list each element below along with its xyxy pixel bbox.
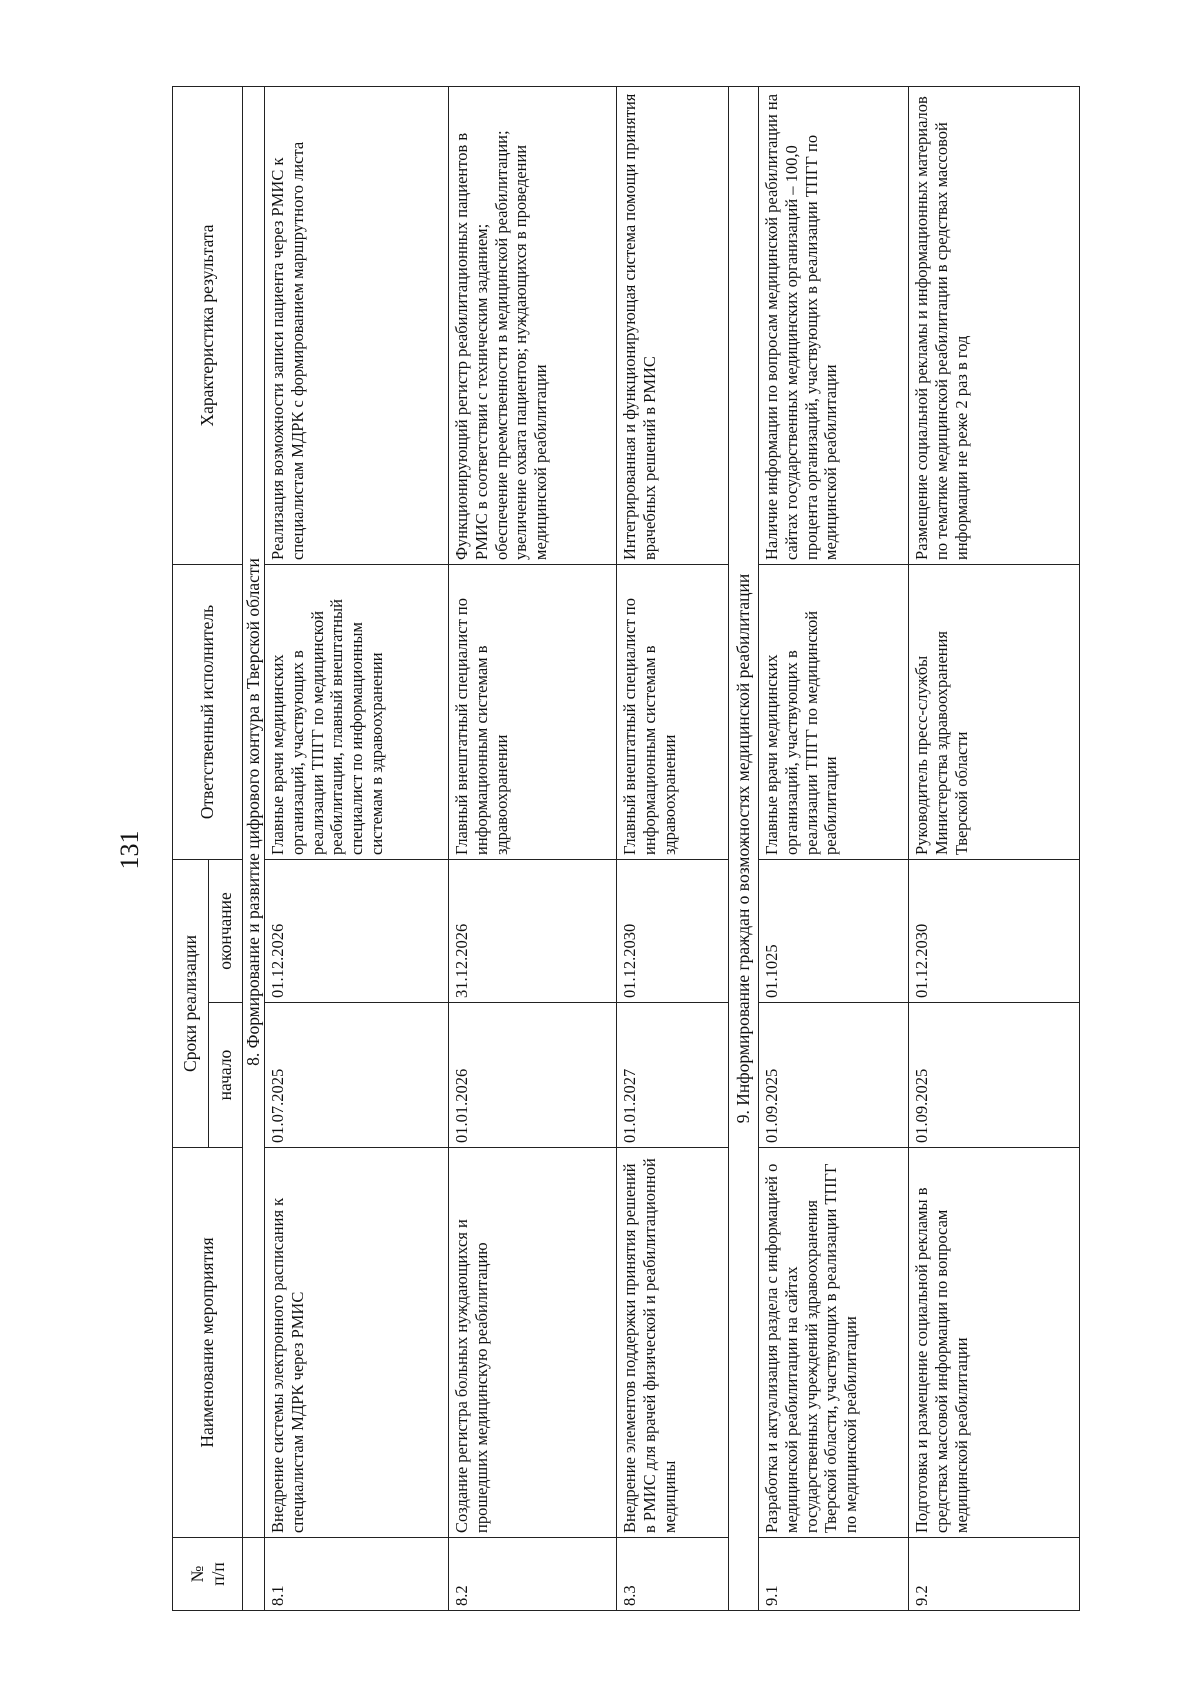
row-end: 01.12.2030 <box>617 859 729 1002</box>
row-name: Создание регистра больных нуждающихся и прошедших медицинскую реабилитацию <box>449 1148 617 1538</box>
header-end: окончание <box>209 859 243 1002</box>
row-end: 01.1025 <box>759 859 909 1002</box>
row-num: 8.1 <box>265 1538 449 1611</box>
header-name: Наименование мероприятия <box>173 1148 243 1538</box>
measures-table <box>172 86 1080 1611</box>
table-row <box>759 86 909 1610</box>
table-row <box>449 86 617 1610</box>
row-start: 01.07.2025 <box>265 1003 449 1148</box>
row-start: 01.01.2026 <box>449 1003 617 1148</box>
row-executor: Главный внештатный специалист по информационным системам в здравоохранении <box>449 564 617 859</box>
header-num: № п/п <box>173 1538 243 1611</box>
row-num: 8.3 <box>617 1538 729 1611</box>
row-name: Подготовка и размещение социальной рекламы в средствах массовой информации по вопросам медицинской реабилитации <box>909 1148 1080 1538</box>
table-row <box>617 86 729 1610</box>
page-number: 131 <box>115 830 144 870</box>
table-row <box>909 86 1080 1610</box>
row-start: 01.01.2027 <box>617 1003 729 1148</box>
header-result: Характеристика результата <box>173 86 243 564</box>
section-row <box>729 86 759 1610</box>
row-num: 9.2 <box>909 1538 1080 1611</box>
row-result: Наличие информации по вопросам медицинской реабилитации на сайтах государственных медицинских организаций – 100,0 процента организаций, участвующих в реализации ТПГГ по медицинской реабилитации <box>759 86 909 564</box>
section-title: 9. Информирование граждан о возможностях медицинской реабилитации <box>729 86 759 1610</box>
row-start: 01.09.2025 <box>759 1003 909 1148</box>
header-start: начало <box>209 1003 243 1148</box>
row-result: Размещение социальной рекламы и информационных материалов по тематике медицинской реабилитации в средствах массовой информации не реже 2 раз в год <box>909 86 1080 564</box>
section-title: 8. Формирование и развитие цифрового контура в Тверской области <box>243 86 265 1537</box>
row-end: 01.12.2026 <box>265 859 449 1002</box>
row-num: 9.1 <box>759 1538 909 1611</box>
header-row-1 <box>173 86 209 1610</box>
rotated-table-wrapper <box>172 87 1076 1611</box>
table-row <box>265 86 449 1610</box>
row-executor: Главный внештатный специалист по информационным системам в здравоохранении <box>617 564 729 859</box>
row-name: Внедрение системы электронного расписания к специалистам МДРК через РМИС <box>265 1148 449 1538</box>
row-end: 01.12.2030 <box>909 859 1080 1002</box>
row-executor: Главные врачи медицинских организаций, участвующих в реализации ТПГГ по медицинской реабилитации <box>759 564 909 859</box>
row-num: 8.2 <box>449 1538 617 1611</box>
header-executor: Ответственный исполнитель <box>173 564 243 859</box>
header-terms: Сроки реализации <box>173 859 209 1147</box>
row-executor: Руководитель пресс-службы Министерства здравоохранения Тверской области <box>909 564 1080 859</box>
row-name: Разработка и актуализация раздела с информацией о медицинской реабилитации на сайтах государственных учреждений здравоохранения Тверской области, участвующих в реализации ТПГГ по медицинской реабилитации <box>759 1148 909 1538</box>
row-result: Реализация возможности записи пациента через РМИС к специалистам МДРК с формированием маршрутного листа <box>265 86 449 564</box>
section-row <box>243 86 265 1610</box>
row-executor: Главные врачи медицинских организаций, участвующих в реализации ТПГГ по медицинской реабилитации, главный внештатный специалист по информационным системам в здравоохранении <box>265 564 449 859</box>
row-start: 01.09.2025 <box>909 1003 1080 1148</box>
row-result: Интегрированная и функционирующая система помощи принятия врачебных решений в РМИС <box>617 86 729 564</box>
row-end: 31.12.2026 <box>449 859 617 1002</box>
row-result: Функционирующий регистр реабилитационных пациентов в РМИС в соответствии с техническим заданием; обеспечение преемственности в медицинской реабилитации; увеличение охвата пациентов; нуждающихся в проведении медицинской реабилитации <box>449 86 617 564</box>
row-name: Внедрение элементов поддержки принятия решений в РМИС для врачей физической и реабилитационной медицины <box>617 1148 729 1538</box>
